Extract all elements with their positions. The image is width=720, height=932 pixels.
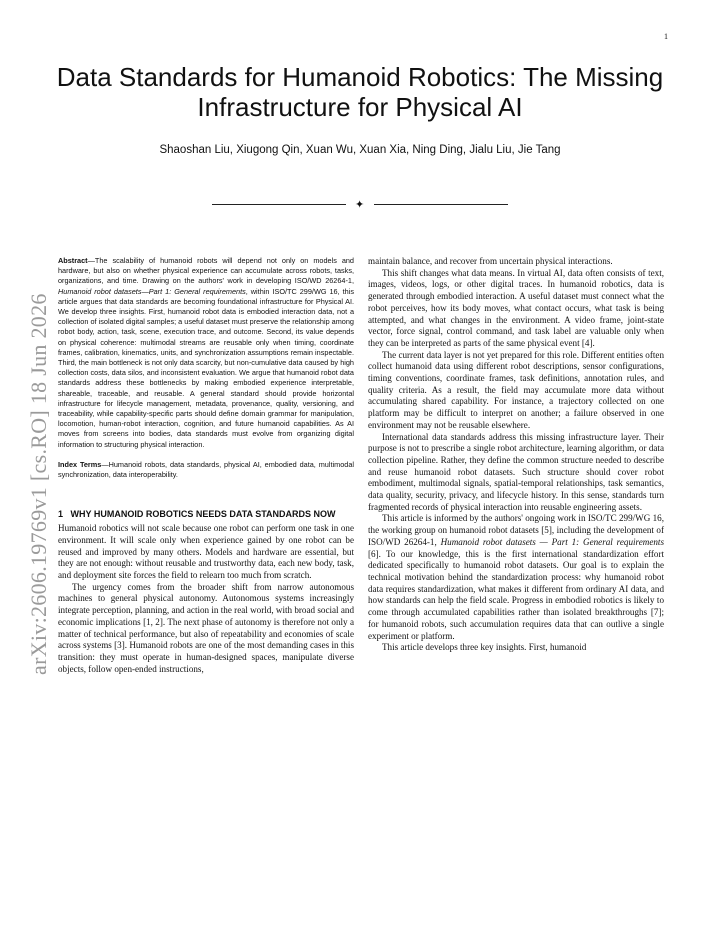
arxiv-identifier: arXiv:2606.19769v1 [cs.RO] 18 Jun 2026 bbox=[26, 293, 51, 675]
index-terms bbox=[58, 460, 354, 480]
abstract-label: Abstract bbox=[58, 256, 88, 265]
left-column bbox=[58, 256, 354, 675]
author-list: Shaoshan Liu, Xiugong Qin, Xuan Wu, Xuan Xia, Ning Ding, Jialu Liu, Jie Tang bbox=[159, 144, 561, 156]
section-heading bbox=[58, 508, 354, 520]
paragraph-4-text-b: [6]. To our knowledge, this is the first international standardization effort dedicated specifically to humanoid robot datasets. Our goal is to explain the technical motivation behind the standardization process: why humanoid robot data requires standardization, what makes it different from ordinary AI data, and how standards can help the field scale. Progress in embodied robotics is likely to come through accumulated capabilities rather than isolated breakthroughs [7]; for humanoid robots, such accumulation requires data that can outlive a single experiment or platform. bbox=[368, 548, 664, 641]
divider-line-right bbox=[374, 204, 508, 205]
body-paragraph-right-0: maintain balance, and recover from uncertain physical interactions. bbox=[368, 256, 613, 266]
body-paragraph-right-5: This article develops three key insights. First, humanoid bbox=[382, 642, 587, 653]
arxiv-sidebar bbox=[6, 255, 51, 675]
right-column bbox=[368, 256, 664, 654]
divider-ornament-icon: ✦ bbox=[355, 198, 365, 211]
divider-line-left bbox=[212, 204, 346, 205]
section-title: WHY HUMANOID ROBOTICS NEEDS DATA STANDARDS NOW bbox=[70, 509, 336, 520]
body-paragraph-right-3: International data standards address this missing infrastructure layer. Their purpose is not to prescribe a single robot architecture, learning algorithm, or data collection pipeline. Rather, they define the common structure needed to describe and reuse humanoid robot datasets. Such structure should cover robot embodiment, multimodal signals, spatial-temporal relationships, task semantics, data quality, security, privacy, and lifecycle history. In this sense, standards turn fragmented records of physical interaction into reusable engineering assets. bbox=[368, 431, 664, 512]
body-paragraph-left-2: The urgency comes from the broader shift from narrow autonomous machines to general physical autonomy. Autonomous systems increasingly integrate perception, planning, and action in the real world, with broad social and economic implications [1, 2]. The next phase of autonomy is therefore not only a matter of technical performance, but also of repeatability and economies of scale across systems [3]. Humanoid robots are one of the most demanding cases in this transition: they must operate in human-designed spaces, manipulate diverse objects, follow open-ended instructions, bbox=[58, 581, 354, 674]
section-number: 1 bbox=[58, 509, 64, 520]
body-paragraph-right-4 bbox=[368, 513, 664, 642]
abstract bbox=[58, 256, 354, 450]
page-number: 1 bbox=[664, 32, 668, 41]
index-terms-label: Index Terms bbox=[58, 459, 102, 469]
abstract-standard-title: Humanoid robot datasets—Part 1: General requirements bbox=[58, 286, 246, 296]
abstract-text-1: —The scalability of humanoid robots will depend not only on models and hardware, but also on whether physical experience can accumulate across robots, tasks, organizations, and time. Drawing on the authors' work in developing ISO/WD 26264-1, bbox=[58, 256, 354, 286]
body-paragraph-right-2: The current data layer is not yet prepared for this role. Different entities often collect humanoid data using different robot descriptions, sensor configurations, timing conventions, coordinate frames, task definitions, annotation rules, and quality criteria. As a result, the field may accumulate more data without accumulating shared capability. For instance, a trajectory collected on one platform may be difficult to interpret on another; a failure observed in one environment may not be reusable elsewhere. bbox=[368, 349, 664, 430]
paragraph-4-standard-title: Humanoid robot datasets — Part 1: General requirements bbox=[440, 536, 664, 547]
abstract-text-2: , within ISO/TC 299/WG 16, this article argues that data standards are becoming foundational infrastructure for Physical AI. We develop three insights. First, humanoid robot data is embodied interaction data, not a collection of isolated digital samples; a useful dataset must preserve the relationship among robot body, action, task, scene, execution trace, and outcome. Second, its value depends on physical coherence: multimodal streams are reusable only when timing, coordinate frames, calibration, kinematics, units, and synchronization assumptions remain inspectable. Third, the main bottleneck is not only data scarcity, but non-cumulative data caused by high collection costs, data silos, and inconsistent evaluation. We argue that humanoid robot data standards address these bottlenecks by making embodied experience interpretable, shareable, traceable, and reusable. A general standard should provide horizontal infrastructure for lifecycle management, metadata, provenance, quality, versioning, and traceability, while capability-specific parts should define domain grammar for manipulation, locomotion, human-robot interaction, cognition, and future humanoid capabilities. As AI moves from screens into bodies, data standards must evolve from organizing digital information to structuring physical interaction. bbox=[58, 286, 354, 449]
paper-title: Data Standards for Humanoid Robotics: The Missing Infrastructure for Physical AI bbox=[56, 62, 664, 122]
title-divider bbox=[212, 198, 508, 212]
paragraph-4-text-a: This article is informed by the authors' ongoing work in ISO/TC 299/WG 16, the working group on humanoid robot datasets [5], including the development of ISO/WD 26264-1, bbox=[368, 513, 664, 547]
body-paragraph-left-1: Humanoid robotics will not scale because one robot can perform one task in one environment. It will scale only when experience gained by one robot can be reused and improved by many others. Models and hardware are essential, but they are not enough: without reusable and trustworthy data, each new body, task, and deployment site forces the field to relearn too much from scratch. bbox=[58, 523, 354, 581]
index-terms-text: —Humanoid robots, data standards, physical AI, embodied data, multimodal synchronization, data interoperability. bbox=[58, 459, 354, 480]
body-paragraph-right-1: This shift changes what data means. In virtual AI, data often consists of text, images, videos, logs, or other digital traces. In humanoid robotics, data is generated through embodied interaction. A useful dataset must connect what the robot perceives, how its body moves, what contact occurs, what task is being attempted, and what changes in the environment. A video frame, joint-state vector, force signal, control command, and task label are valuable only when they can be interpreted as parts of the same physical event [4]. bbox=[368, 267, 664, 348]
